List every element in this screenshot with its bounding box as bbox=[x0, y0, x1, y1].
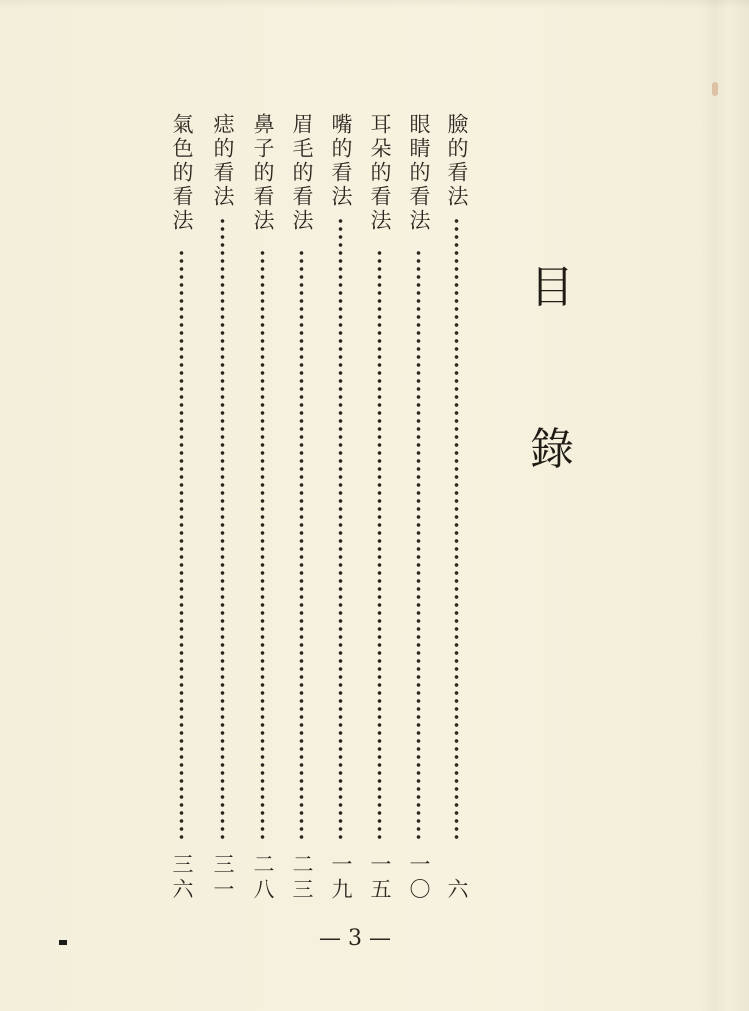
toc-entry-nose[interactable] bbox=[247, 113, 279, 903]
toc-entry-title: 鼻子的看法 bbox=[251, 113, 275, 233]
dot-leader bbox=[260, 249, 265, 843]
toc-entry-page: 二八 bbox=[251, 853, 275, 903]
toc-entry-title: 眼睛的看法 bbox=[407, 113, 431, 233]
toc-entry-title: 痣的看法 bbox=[211, 113, 235, 209]
toc-entry-face[interactable] bbox=[441, 113, 473, 903]
toc-entry-page: 三一 bbox=[211, 853, 235, 903]
toc-entry-title: 眉毛的看法 bbox=[290, 113, 314, 233]
toc-entry-ears[interactable] bbox=[364, 113, 396, 903]
ink-mark bbox=[59, 940, 67, 945]
toc-entry-eyebrows[interactable] bbox=[286, 113, 318, 903]
toc-entry-page: 二三 bbox=[290, 853, 314, 903]
toc-entry-title: 嘴的看法 bbox=[329, 113, 353, 209]
toc-entry-page: 六 bbox=[445, 878, 469, 903]
dot-leader bbox=[220, 217, 225, 843]
toc-entry-eyes[interactable] bbox=[403, 113, 435, 903]
toc-heading-char-2: 錄 bbox=[530, 424, 574, 475]
page-top-shadow bbox=[0, 0, 749, 8]
dot-leader bbox=[299, 249, 304, 843]
dot-leader bbox=[377, 249, 382, 843]
toc-entry-mouth[interactable] bbox=[325, 113, 357, 903]
toc-heading-char-1: 目 bbox=[530, 262, 574, 313]
toc-entry-page: 一〇 bbox=[407, 853, 431, 903]
page-fold-shadow bbox=[700, 0, 749, 1011]
dot-leader bbox=[179, 249, 184, 843]
page-number-folio: — 3 — bbox=[319, 926, 391, 951]
toc-entry-moles[interactable] bbox=[207, 113, 239, 903]
toc-entry-title: 氣色的看法 bbox=[170, 113, 194, 233]
dot-leader bbox=[454, 217, 459, 843]
toc-entry-title: 耳朵的看法 bbox=[368, 113, 392, 233]
dot-leader bbox=[338, 217, 343, 843]
edge-stain bbox=[712, 82, 718, 96]
toc-entry-title: 臉的看法 bbox=[445, 113, 469, 209]
dot-leader bbox=[416, 249, 421, 843]
toc-entry-page: 一五 bbox=[368, 853, 392, 903]
toc-entry-complexion[interactable] bbox=[166, 113, 198, 903]
toc-entry-page: 一九 bbox=[329, 853, 353, 903]
toc-entry-page: 三六 bbox=[170, 853, 194, 903]
